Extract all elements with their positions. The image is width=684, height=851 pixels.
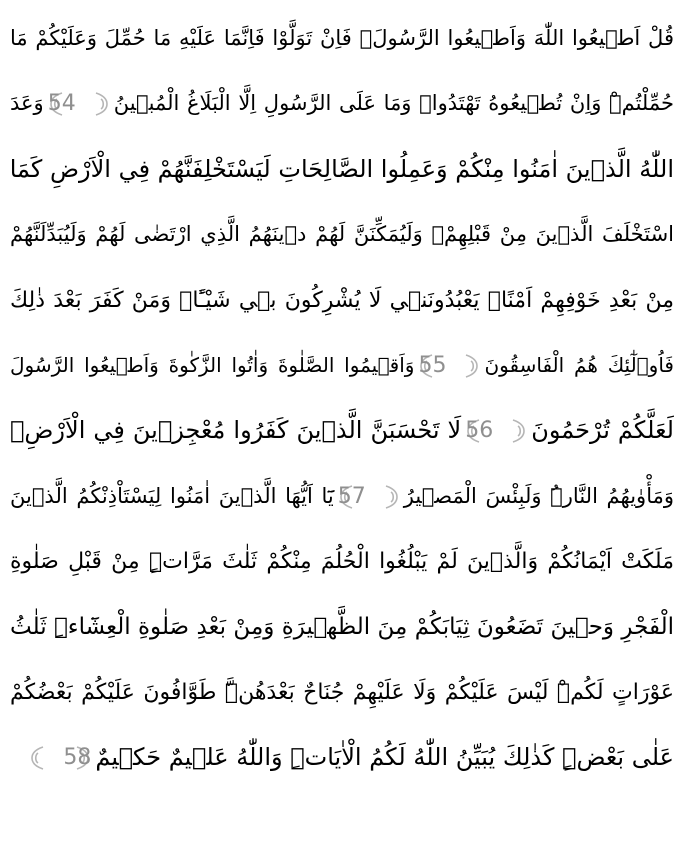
verse-text: اسْتَخْلَفَ الَّذ۪ينَ مِنْ قَبْلِهِمْۖ وَلَيُمَكِّنَنَّ لَهُمْ د۪ينَهُمُ الَّذِي ارْتَضٰى لَهُمْ وَلَيُبَدِّلَنَّهُمْ — [10, 222, 674, 247]
verse-text: يَٓا اَيُّهَا الَّذ۪ينَ اٰمَنُوا لِيَسْتَاْذِنْكُمُ الَّذ۪ينَ — [10, 483, 334, 508]
text-line — [10, 268, 674, 333]
ayah-number: 57 — [337, 483, 366, 509]
verse-text: عَوْرَاتٍ لَكُمْۜ لَيْسَ عَلَيْكُمْ وَلَا عَلَيْهِمْ جُنَاحٌ بَعْدَهُنَّۜ طَوَّافُونَ عَلَيْكُمْ بَعْضُكُمْ — [10, 679, 674, 705]
verse-text: قُلْ اَط۪يعُوا اللّٰهَ وَاَط۪يعُوا الرَّسُولَۚ فَاِنْ تَوَلَّوْا فَاِنَّمَا عَلَيْهِ مَا حُمِّلَ وَعَلَيْكُمْ مَا — [10, 26, 674, 50]
verse-text: وَمَأْوٰيهُمُ النَّارُۜ وَلَبِئْسَ الْمَص۪يرُ — [403, 483, 674, 508]
text-line — [10, 202, 674, 267]
verse-text: لَا تَحْسَبَنَّ الَّذ۪ينَ كَفَرُوا مُعْجِز۪ينَ فِي الْاَرْضِۚ — [10, 416, 462, 445]
text-line — [10, 333, 674, 398]
ayah-number: 54 — [47, 91, 76, 117]
ayah-number-marker — [29, 744, 91, 772]
text-line — [10, 6, 674, 71]
verse-text: لَعَلَّكُمْ تُرْحَمُونَ — [531, 416, 674, 445]
text-line — [10, 71, 674, 136]
ayah-number-marker — [465, 417, 527, 445]
quran-text-block — [10, 6, 674, 791]
text-line — [10, 595, 674, 660]
verse-text: الْفَجْرِ وَح۪ينَ تَضَعُونَ ثِيَابَكُمْ مِنَ الظَّه۪يرَةِ وَمِنْ بَعْدِ صَلٰوةِ الْعِشَٓاءِۜ ثَلٰثُ — [10, 613, 674, 640]
verse-text: عَلٰى بَعْضٍۜ كَذٰلِكَ يُبَيِّنُ اللّٰهُ لَكُمُ الْاٰيَاتِۜ وَاللّٰهُ عَل۪يمٌ حَك۪يمٌ — [95, 743, 674, 772]
verse-text: مَلَكَتْ اَيْمَانُكُمْ وَالَّذ۪ينَ لَمْ يَبْلُغُوا الْحُلُمَ مِنْكُمْ ثَلٰثَ مَرَّاتٍۜ مِنْ قَبْلِ صَلٰوةِ — [10, 549, 674, 575]
verse-text: وَعَدَ — [10, 91, 44, 116]
text-line — [10, 464, 674, 529]
text-line — [10, 398, 674, 463]
verse-text: حُمِّلْتُمْۜ وَاِنْ تُط۪يعُوهُ تَهْتَدُواۜ وَمَا عَلَى الرَّسُولِ اِلَّا الْبَلَاغُ الْمُب۪ينُ — [113, 91, 674, 116]
text-line — [10, 725, 674, 790]
ayah-number-marker — [48, 90, 110, 118]
verse-text: اللّٰهُ الَّذ۪ينَ اٰمَنُوا مِنْكُمْ وَعَمِلُوا الصَّالِحَاتِ لَيَسْتَخْلِفَنَّهُمْ فِي الْاَرْضِ كَمَا — [10, 154, 674, 183]
ayah-number: 58 — [63, 745, 92, 771]
verse-text: وَاَق۪يمُوا الصَّلٰوةَ وَاٰتُوا الزَّكٰوةَ وَاَط۪يعُوا الرَّسُولَ — [10, 352, 415, 377]
verse-text: فَاُو۬لٰٓئِكَ هُمُ الْفَاسِقُونَ — [484, 352, 674, 377]
ayah-number-marker — [418, 352, 480, 380]
ayah-number: 56 — [465, 418, 494, 444]
text-line — [10, 529, 674, 594]
text-line — [10, 660, 674, 725]
text-line — [10, 137, 674, 202]
ayah-number-marker — [338, 483, 400, 511]
ayah-number: 55 — [418, 353, 447, 379]
verse-text: مِنْ بَعْدِ خَوْفِهِمْ اَمْنًاۜ يَعْبُدُونَن۪ي لَا يُشْرِكُونَ ب۪ي شَيْـًٔاۜ وَمَنْ كَفَرَ بَعْدَ ذٰلِكَ — [10, 287, 674, 313]
